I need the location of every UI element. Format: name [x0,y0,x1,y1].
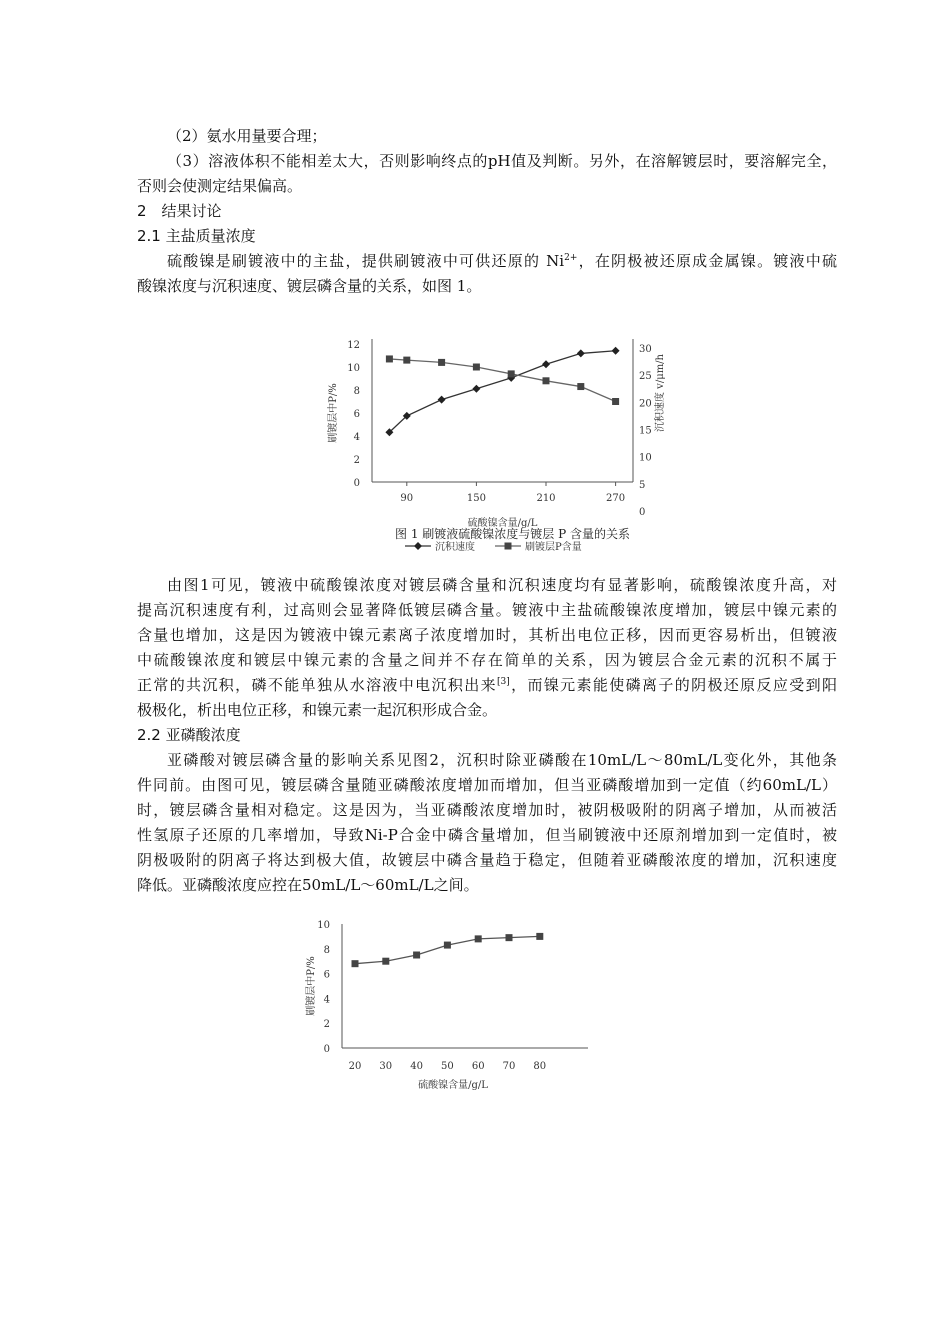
superscript: 2+ [564,253,578,263]
y-tick-label: 8 [323,944,330,956]
data-point-p-content [543,377,550,384]
legend-label-p-content: 刷镀层P含量 [525,542,582,553]
paragraph-3-line1: 由图1可见，镀液中硫酸镍浓度对镀层磷含量和沉积速度均有显著影响，硫酸镍浓度升高，对 [167,576,837,594]
x-tick-label: 50 [441,1061,454,1072]
data-point-deposition-rate [438,396,446,404]
y-tick-label-right: 10 [639,452,652,464]
data-point-p-content [536,933,543,940]
x-tick-label: 210 [536,493,556,504]
data-point-p-content [506,934,513,941]
figure-2-chart [300,912,600,1097]
paragraph-4-line5: 阴极吸附的阴离子将达到极大值，故镀层中磷含量趋于稳定，但随着亚磷酸浓度的增加，沉积速度 [137,851,837,869]
x-tick-label: 20 [348,1061,362,1072]
data-point-deposition-rate [542,360,550,368]
paragraph-2-1-line2: 酸镍浓度与沉积速度、镀层磷含量的关系，如图 1。 [137,277,482,295]
data-point-p-content [444,942,451,949]
x-tick-label: 270 [606,493,626,504]
y-tick-label-left: 6 [353,409,360,420]
data-point-deposition-rate [472,385,480,393]
x-tick-label: 150 [466,493,486,504]
figure-1-chart [320,308,700,558]
paragraph-2-1-line1 [137,252,837,271]
legend-label-deposition-rate: 沉积速度 [435,542,475,553]
paragraph-3-line5 [137,676,837,695]
data-point-p-content [475,935,482,942]
paragraph-4-line6: 降低。亚磷酸浓度应控在50mL/L～60mL/L之间。 [137,876,479,894]
x-axis-label: 硫酸镍含量/g/L [418,1080,488,1091]
y-axis-label-left: 刷镀层中P/% [328,383,339,443]
data-point-p-content [382,958,389,965]
paragraph-4-line4: 性氢原子还原的几率增加，导致Ni-P合金中磷含量增加，但当刷镀液中还原剂增加到一定值时，被 [137,826,837,844]
y-tick-label-left: 2 [353,455,360,466]
paragraph-3-line3: 含量也增加，这是因为镀液中镍元素离子浓度增加时，其析出电位正移，因而更容易析出，但镀液 [137,626,837,644]
text-run: 硫酸镍是刷镀液中的主盐，提供刷镀液中可供还原的 Ni [167,252,565,270]
paragraph-4-line3: 时，镀层磷含量相对稳定。这是因为，当亚磷酸浓度增加时，被阴极吸附的阴离子增加，从而被活 [137,801,837,819]
paragraph-4-line2: 件同前。由图可见，镀层磷含量随亚磷酸浓度增加而增加，但当亚磷酸增加到一定值（约60mL/L） [137,776,837,794]
subsection-heading-2-1: 2.1 主盐质量浓度 [137,227,256,245]
text-run: 正常的共沉积，磷不能单独从水溶液中电沉积出来 [137,676,497,694]
x-tick-label: 90 [400,493,414,504]
data-point-deposition-rate [577,349,585,357]
y-tick-label: 10 [317,920,330,931]
list-item-3-line2: 否则会使测定结果偏高。 [137,177,303,195]
y-tick-label-right: 15 [639,425,652,437]
data-point-p-content [473,364,480,371]
x-tick-label: 80 [533,1061,547,1072]
data-point-p-content [612,398,619,405]
data-point-p-content [386,355,393,362]
data-point-p-content [352,960,359,967]
x-tick-label: 40 [410,1061,423,1072]
data-point-p-content [577,383,584,390]
figure-1-caption: 图 1 刷镀液硫酸镍浓度与镀层 P 含量的关系 [395,527,630,541]
y-tick-label: 4 [323,994,330,1006]
list-item-2: （2）氨水用量要合理； [167,127,327,145]
y-tick-label-left: 4 [353,432,360,443]
text-run: ，在阴极被还原成金属镍。镀液中硫 [577,252,837,270]
x-tick-label: 30 [379,1061,393,1072]
y-tick-label-right: 30 [639,344,652,355]
data-point-p-content [413,952,420,959]
list-item-3-line1: （3）溶液体积不能相差太大，否则影响终点的pH值及判断。另外，在溶解镀层时，要溶解完全， [167,152,837,170]
series-line-deposition-rate [389,351,615,433]
y-tick-label: 0 [323,1044,330,1055]
citation-superscript: [3] [496,677,510,687]
y-tick-label-right: 5 [639,479,646,491]
y-axis-label-right: 沉积速度 v/μm/h [655,354,666,432]
x-tick-label: 60 [471,1061,485,1072]
x-axis-label: 硫酸镍含量/g/L [467,518,538,529]
data-point-p-content [403,357,410,364]
paragraph-3-line6: 极极化，析出电位正移，和镍元素一起沉积形成合金。 [137,701,498,719]
y-tick-label-left: 10 [347,363,360,374]
y-axis-label: 刷镀层中P/% [306,956,317,1016]
y-tick-label-right: 25 [639,371,652,383]
data-point-p-content [438,359,445,366]
y-tick-label-right: 20 [639,398,652,410]
data-point-deposition-rate [612,347,620,355]
section-heading-results: 2 结果讨论 [137,202,222,220]
y-tick-label-left: 0 [353,478,360,489]
y-tick-label-left: 12 [347,340,360,351]
paragraph-3-line4: 中硫酸镍浓度和镀层中镍元素的含量之间并不存在简单的关系，因为镀层合金元素的沉积不属于 [137,651,837,669]
paragraph-3-line2: 提高沉积速度有利，过高则会显著降低镀层磷含量。镀液中主盐硫酸镍浓度增加，镀层中镍元素的 [137,601,837,619]
y-tick-label-left: 8 [353,386,360,397]
y-tick-label-right: 0 [639,507,646,518]
y-tick-label: 2 [323,1019,330,1031]
data-point-p-content [508,370,515,377]
legend-marker-p-content [505,543,512,550]
legend-marker-deposition-rate [414,542,422,550]
x-tick-label: 70 [502,1061,516,1072]
text-run: ，而镍元素能使磷离子的阴极还原反应受到阳 [509,676,837,694]
y-tick-label: 6 [323,969,330,981]
subsection-heading-2-2: 2.2 亚磷酸浓度 [137,726,241,744]
paragraph-4-line1: 亚磷酸对镀层磷含量的影响关系见图2，沉积时除亚磷酸在10mL/L～80mL/L变化外，其他条 [167,751,837,769]
